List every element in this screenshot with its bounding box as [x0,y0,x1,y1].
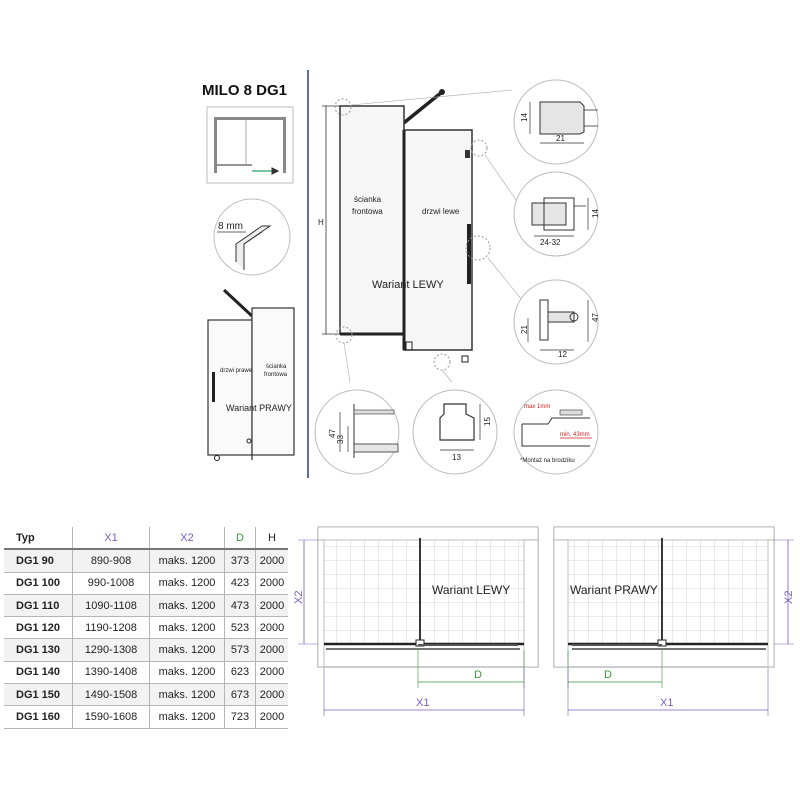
main-left-panel-label-1: ścianka [354,195,382,204]
table-cell: DG1 120 [4,617,73,639]
table-cell: 2000 [256,617,289,639]
table-cell: 1190-1208 [73,617,150,639]
table-cell: maks. 1200 [150,549,225,572]
plan-left-x1: X1 [416,697,430,709]
top-view-icon [207,107,293,183]
table-cell: maks. 1200 [150,594,225,616]
detail-circle-3 [514,280,600,364]
detail1-width: 21 [556,134,565,143]
product-title: MILO 8 DG1 [202,82,288,99]
plan-view-right [554,527,795,716]
detail-circle-6 [514,390,598,474]
detail3-width: 12 [558,350,567,359]
detail4-h2: 33 [336,435,345,444]
plan-left-x2: X2 [293,590,305,604]
table-row [4,661,288,683]
table-row [4,572,288,594]
dimensions-table [4,527,288,729]
table-cell: 890-908 [73,549,150,572]
header-x2: X2 [150,527,225,549]
table-cell: 1290-1308 [73,639,150,661]
plan-right-x1: X1 [660,697,674,709]
detail5-width: 13 [452,453,461,462]
detail6-max: max 1mm [524,404,551,410]
plan-right-variant: Wariant PRAWY [570,583,658,597]
table-cell: 990-1008 [73,572,150,594]
table-cell: 1390-1408 [73,661,150,683]
detail6-min: min. 43mm [560,432,590,438]
table-cell: 1090-1108 [73,594,150,616]
table-row [4,684,288,706]
thickness-label: 8 mm [218,221,243,232]
table-cell: 2000 [256,549,289,572]
main-variant-view [318,89,522,382]
table-cell: 723 [225,706,256,728]
table-cell: DG1 130 [4,639,73,661]
detail6-note: *Montaż na brodziku [520,458,575,464]
plan-left-variant: Wariant LEWY [432,583,511,597]
table-cell: DG1 150 [4,684,73,706]
height-label: H [318,218,324,227]
detail-circle-5 [413,390,497,474]
table-cell: DG1 100 [4,572,73,594]
plan-right-d: D [604,669,612,681]
table-cell: 423 [225,572,256,594]
table-cell: 2000 [256,661,289,683]
table-cell: DG1 160 [4,706,73,728]
small-right-panel-label-1: ścianka [266,364,287,370]
table-cell: 573 [225,639,256,661]
detail-circle-1 [514,80,598,164]
table-cell: maks. 1200 [150,661,225,683]
table-cell: maks. 1200 [150,639,225,661]
plan-view-left [293,527,538,716]
table-cell: DG1 110 [4,594,73,616]
table-cell: 673 [225,684,256,706]
glass-thickness-detail [214,199,290,275]
main-variant-label: Wariant LEWY [372,279,444,291]
table-cell: 1490-1508 [73,684,150,706]
table-cell: 523 [225,617,256,639]
table-cell: 2000 [256,572,289,594]
header-x1: X1 [73,527,150,549]
table-row [4,706,288,728]
header-d: D [225,527,256,549]
table-cell: 623 [225,661,256,683]
header-typ: Typ [4,527,73,549]
detail5-height: 15 [483,417,492,426]
detail3-h1: 21 [520,325,529,334]
table-row [4,549,288,572]
table-cell: 2000 [256,639,289,661]
table-cell: maks. 1200 [150,572,225,594]
table-cell: 1590-1608 [73,706,150,728]
table-cell: 2000 [256,684,289,706]
small-left-panel-label: drzwi prawe [220,368,253,374]
small-variant-label: Wariant PRAWY [226,403,292,413]
table-cell: 2000 [256,594,289,616]
detail2-height: 14 [591,209,600,218]
detail1-height: 14 [520,113,529,122]
main-left-panel-label-2: frontowa [352,207,383,216]
header-h: H [256,527,289,549]
detail2-width: 24-32 [540,238,561,247]
table-row [4,594,288,616]
table-cell: maks. 1200 [150,706,225,728]
plan-right-x2: X2 [783,590,795,604]
table-cell: 373 [225,549,256,572]
table-row [4,617,288,639]
table-cell: DG1 90 [4,549,73,572]
plan-left-d: D [474,669,482,681]
table-cell: 473 [225,594,256,616]
detail3-h2: 47 [591,313,600,322]
table-cell: maks. 1200 [150,617,225,639]
table-row [4,639,288,661]
table-cell: maks. 1200 [150,684,225,706]
detail4-h1: 47 [328,429,337,438]
detail-circle-2 [514,172,600,256]
small-right-panel-label-2: frontowa [264,372,288,378]
small-variant-view [208,290,294,461]
table-cell: DG1 140 [4,661,73,683]
table-cell: 2000 [256,706,289,728]
table-header-row [4,527,288,549]
main-right-panel-label: drzwi lewe [422,207,460,216]
detail-circle-4 [315,390,399,474]
